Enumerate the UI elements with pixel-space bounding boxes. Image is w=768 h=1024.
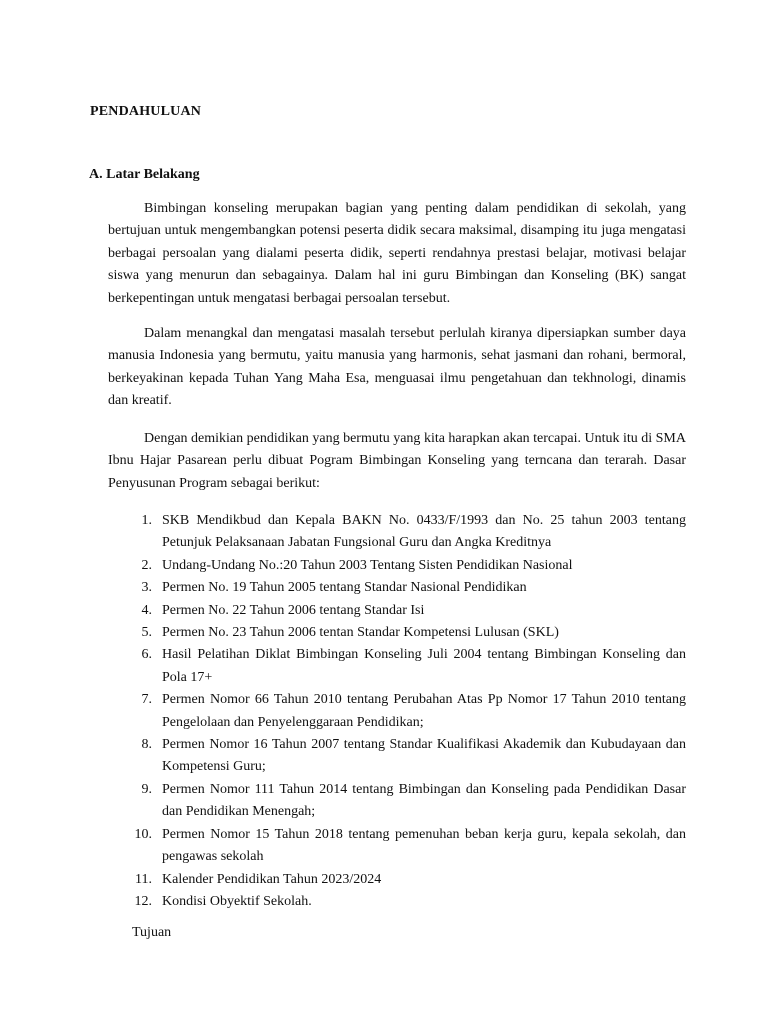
list-item [108,869,686,891]
list-item [108,689,686,734]
list-item-number: 3. [141,580,152,596]
list-item-number: 9. [141,781,152,797]
list-item [108,555,686,577]
list-item-text: Kalender Pendidikan Tahun 2023/2024 [162,871,382,887]
list-item [108,779,686,824]
legal-basis-list [108,510,686,913]
paragraph: Dengan demikian pendidikan yang bermutu yang kita harapkan akan tercapai. Untuk itu di SMA Ibnu Hajar Pasarean perlu dibuat Pogram Bimbingan Konseling yang terncana dan terarah. Dasar Penyusunan Program sebagai berikut: [108,431,686,491]
list-item-text: Hasil Pelatihan Diklat Bimbingan Konseling Juli 2004 tentang Bimbingan Konseling dan Pola 17+ [162,647,686,685]
list-item [108,622,686,644]
list-item-number: 8. [141,737,152,753]
list-item-text: Permen Nomor 15 Tahun 2018 tentang pemenuhan beban kerja guru, kepala sekolah, dan pengawas sekolah [162,826,686,865]
list-item-number: 4. [141,602,152,618]
list-item-text: Kondisi Obyektif Sekolah. [162,893,312,909]
list-item-number: 1. [141,513,152,528]
list-item-text: Permen Nomor 16 Tahun 2007 tentang Standar Kualifikasi Akademik dan Kubudayaan dan Kompetensi Guru; [162,737,686,775]
list-item-number: 11. [135,871,152,887]
list-item-text: Permen No. 23 Tahun 2006 tentan Standar Kompetensi Lulusan (SKL) [162,625,559,641]
list-item-text: Permen No. 19 Tahun 2005 tentang Standar Nasional Pendidikan [162,580,527,596]
section-heading: A. Latar Belakang [89,167,200,182]
list-item [108,891,686,913]
list-item [108,510,686,555]
list-item-text: SKB Mendikbud dan Kepala BAKN No. 0433/F/1993 dan No. 25 tahun 2003 tentang Petunjuk Pelaksanaan Jabatan Fungsional Guru dan Angka Kreditnya [162,513,686,551]
list-item [108,824,686,869]
list-item-number: 10. [134,826,152,842]
list-item-number: 5. [141,625,152,641]
document-title: PENDAHULUAN [90,104,202,119]
list-item-text: Undang-Undang No.:20 Tahun 2003 Tentang Sisten Pendidikan Nasional [162,557,573,573]
list-item [108,644,686,689]
list-item-number: 7. [141,692,152,708]
list-item-text: Permen No. 22 Tahun 2006 tentang Standar Isi [162,602,425,618]
subsection-heading: Tujuan [132,925,172,940]
list-item [108,600,686,622]
list-item-number: 12. [134,893,152,909]
paragraph: Dalam menangkal dan mengatasi masalah tersebut perlulah kiranya dipersiapkan sumber daya manusia Indonesia yang bermutu, yaitu manusia yang harmonis, sehat jasmani dan rohani, bermoral, berkeyakinan kepada Tuhan Yang Maha Esa, menguasai ilmu pengetahuan dan tekhnologi, dinamis dan kreatif. [108,326,686,409]
list-item-number: 2. [141,557,152,573]
list-item [108,577,686,599]
list-item-text: Permen Nomor 111 Tahun 2014 tentang Bimbingan dan Konseling pada Pendidikan Dasar dan Pendidikan Menengah; [162,781,686,820]
list-item-text: Permen Nomor 66 Tahun 2010 tentang Perubahan Atas Pp Nomor 17 Tahun 2010 tentang Pengelolaan dan Penyelenggaraan Pendidikan; [162,692,686,730]
paragraph: Bimbingan konseling merupakan bagian yang penting dalam pendidikan di sekolah, yang bertujuan untuk mengembangkan potensi peserta didik secara maksimal, disamping itu juga mengatasi berbagai persoalan yang dialami peserta didik, seperti rendahnya prestasi belajar, motivasi belajar siswa yang menurun dan sebagainya. Dalam hal ini guru Bimbingan dan Konseling (BK) sangat berkepentingan untuk mengatasi berbagai persoalan tersebut. [108,201,686,306]
list-item-number: 6. [141,647,152,663]
list-item [108,734,686,779]
